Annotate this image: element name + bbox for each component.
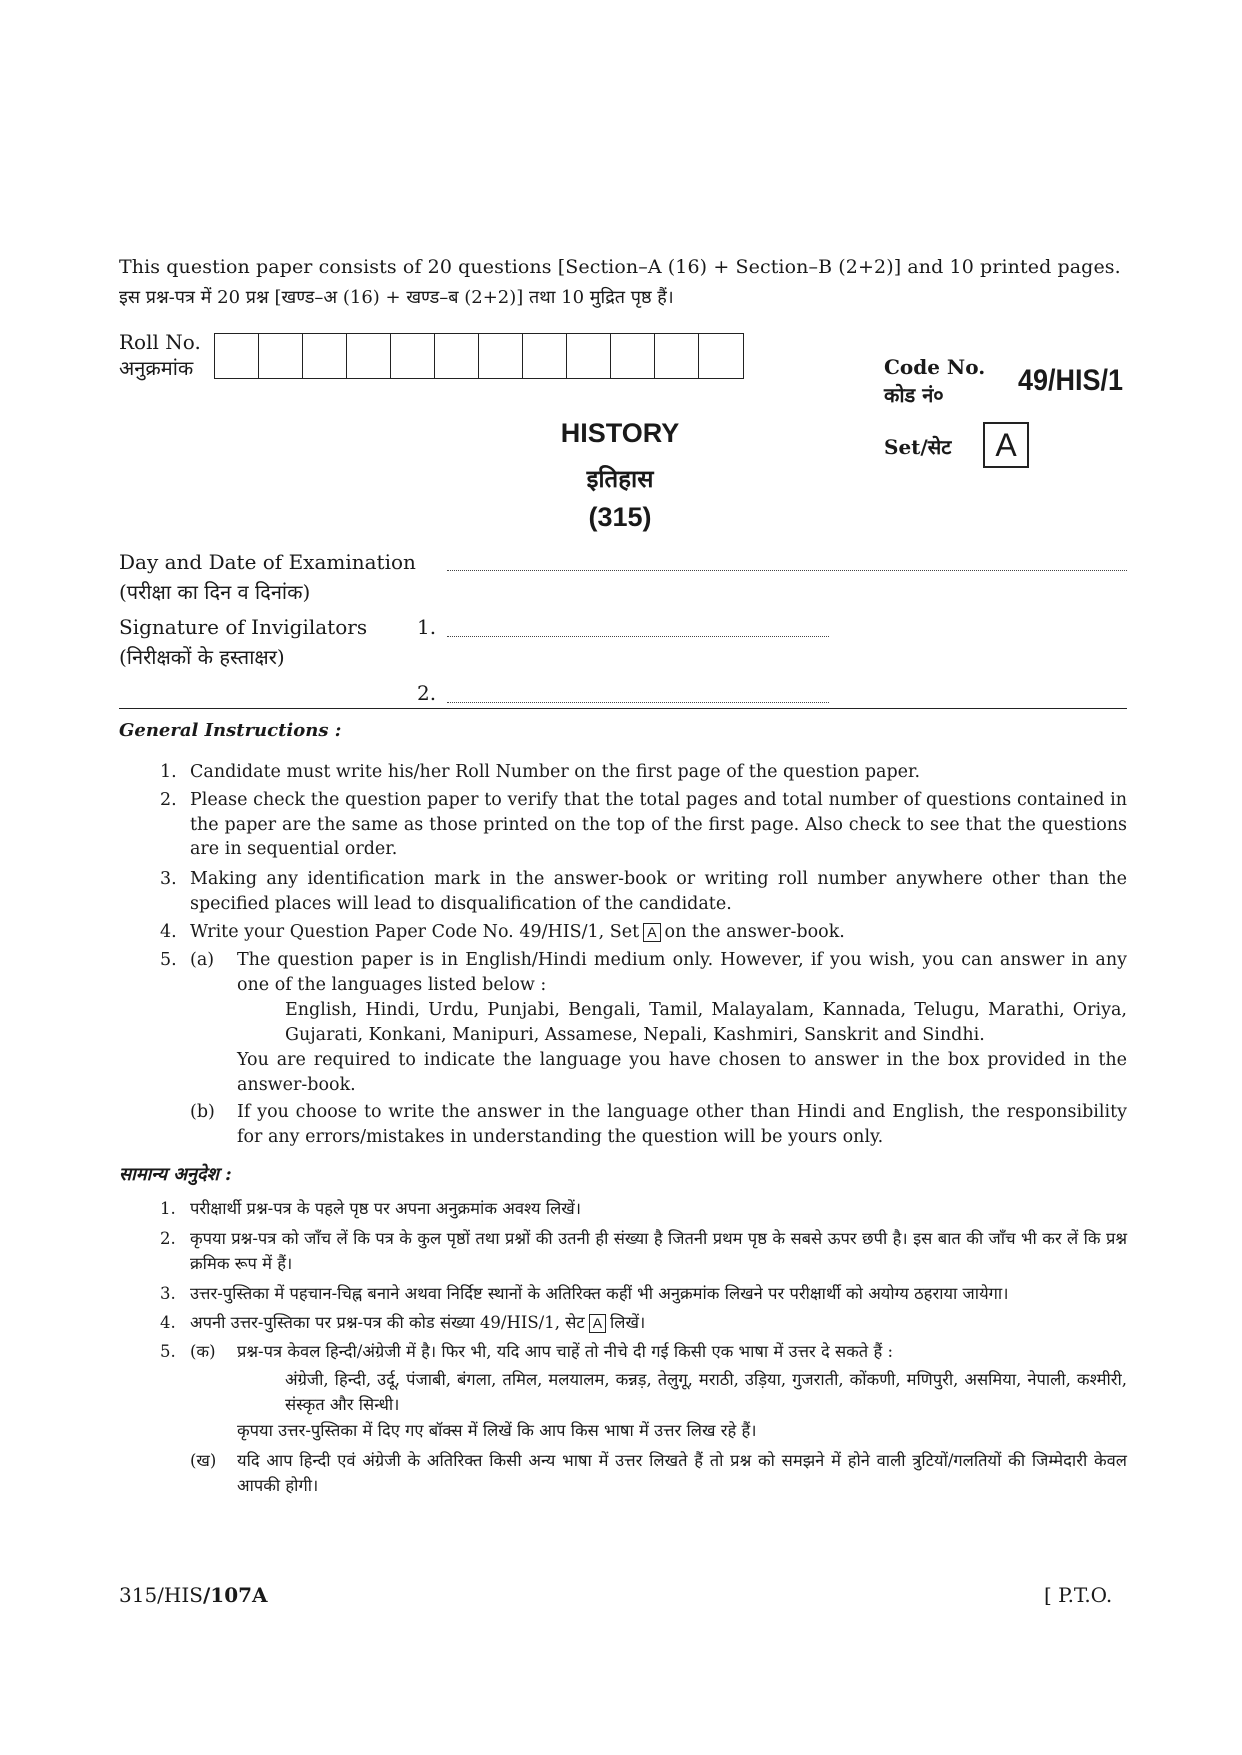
hi-item-5b-label: (ख): [190, 1451, 217, 1470]
footer-paper-id-prefix: 315/HIS: [119, 1583, 203, 1607]
paper-summary-en: This question paper consists of 20 questions [Section–A (16) + Section–B (2+2)] and 10 printed pages.: [119, 256, 1121, 278]
gi-item-5a-indicate: You are required to indicate the language you have chosen to answer in the box provided in the answer-book.: [237, 1050, 1127, 1095]
gi-item-4-number: 4.: [160, 922, 177, 942]
roll-label: [119, 329, 201, 381]
exam-date-label-en: Day and Date of Examination: [119, 550, 416, 574]
hi-item-4-text: [190, 1310, 1127, 1335]
gi-item-1-number: 1.: [160, 762, 177, 782]
code-label-en: Code No.: [884, 355, 986, 379]
gi-item-5-number: 5.: [160, 950, 177, 970]
roll-number-cell[interactable]: [699, 334, 743, 378]
roll-label-hi: अनुक्रमांक: [119, 356, 194, 380]
header-divider: [119, 708, 1127, 709]
roll-number-cell[interactable]: [567, 334, 611, 378]
paper-code: 49/HIS/1: [1018, 364, 1124, 397]
signature-2-line[interactable]: [447, 702, 829, 703]
subject-title-hi: इतिहास: [586, 466, 654, 493]
exam-date-label: [119, 547, 416, 607]
hi-item-5a-languages: अंग्रेजी, हिन्दी, उर्दू, पंजाबी, बंगला, तमिल, मलयालम, कन्नड़, तेलुगू, मराठी, उड़िया, गुजराती, कोंकणी, मणिपुरी, असमिया, नेपाली, कश्मीरी, संस्कृत और सिन्धी।: [285, 1370, 1127, 1414]
set-box-inline-hi: A: [589, 1314, 606, 1333]
gi-item-5a-languages: English, Hindi, Urdu, Punjabi, Bengali, Tamil, Malayalam, Kannada, Telugu, Marathi, Oriya, Gujarati, Konkani, Manipuri, Assamese, Nepali, Kashmiri, Sanskrit and Sindhi.: [285, 1000, 1127, 1045]
hi-item-5a-label: (क): [190, 1342, 216, 1361]
gi-item-1-text: Candidate must write his/her Roll Number on the first page of the question paper.: [190, 762, 921, 782]
hi-item-3-number: 3.: [160, 1284, 176, 1303]
gi-item-4-text: [190, 920, 1127, 945]
roll-number-cell[interactable]: [215, 334, 259, 378]
set-box-inline: A: [643, 923, 660, 942]
gi-item-3-number: 3.: [160, 869, 177, 889]
paper-summary-hi: इस प्रश्न-पत्र में 20 प्रश्न [खण्ड–अ (16) + खण्ड–ब (2+2)] तथा 10 मुद्रित पृष्ठ हैं।: [119, 287, 674, 308]
hi-item-5a-text: प्रश्न-पत्र केवल हिन्दी/अंग्रेजी में है। फिर भी, यदि आप चाहें तो नीचे दी गई किसी एक भाषा में उत्तर दे सकते हैं :: [237, 1342, 894, 1361]
hi-item-1-number: 1.: [160, 1199, 176, 1218]
invigilator-signature-label-hi: (निरीक्षकों के हस्ताक्षर): [119, 645, 285, 669]
roll-number-cell[interactable]: [523, 334, 567, 378]
exam-date-label-hi: (परीक्षा का दिन व दिनांक): [119, 580, 311, 604]
invigilator-signature-label: [119, 612, 367, 672]
roll-number-cell[interactable]: [347, 334, 391, 378]
footer-paper-id: [119, 1583, 268, 1607]
roll-number-cell[interactable]: [259, 334, 303, 378]
gi-item-3-text: Making any identification mark in the answer-book or writing roll number anywhere other than the specified places will lead to disqualification of the candidate.: [190, 869, 1127, 914]
code-label: [884, 353, 985, 409]
roll-number-cell[interactable]: [611, 334, 655, 378]
set-box: A: [983, 422, 1029, 468]
roll-label-en: Roll No.: [119, 330, 201, 354]
hi-item-4-text-after: लिखें।: [610, 1313, 646, 1332]
signature-2-number: 2.: [417, 681, 437, 705]
gi-item-5b-text: If you choose to write the answer in the language other than Hindi and English, the responsibility for any errors/mistakes in understanding the question will be yours only.: [237, 1102, 1127, 1147]
invigilator-signature-label-en: Signature of Invigilators: [119, 615, 368, 639]
gi-item-4-text-before: Write your Question Paper Code No. 49/HIS/1, Set: [190, 922, 640, 942]
gi-item-5a-label: (a): [190, 950, 215, 970]
gi-item-5b-label: (b): [190, 1102, 215, 1122]
hi-item-2-number: 2.: [160, 1229, 176, 1248]
roll-number-cell[interactable]: [391, 334, 435, 378]
signature-1-number: 1.: [417, 615, 437, 639]
roll-number-boxes[interactable]: [214, 333, 744, 379]
subject-title-en: HISTORY: [560, 418, 680, 448]
hi-item-5b-text: यदि आप हिन्दी एवं अंग्रेजी के अतिरिक्त किसी अन्य भाषा में उत्तर लिखते हैं तो प्रश्न को समझने में होने वाली त्रुटियों/गलतियों की जिम्मेदारी केवल आपकी होगी।: [237, 1451, 1127, 1495]
gi-item-2-text: Please check the question paper to verify that the total pages and total number of questions contained in the paper are the same as those printed on the top of the first page. Also check to see that the questions are in sequential order.: [190, 790, 1127, 859]
hindi-instructions-title: सामान्य अनुदेश :: [119, 1164, 232, 1185]
footer-pto: [ P.T.O.: [1044, 1583, 1113, 1607]
roll-number-cell[interactable]: [655, 334, 699, 378]
subject-code: (315): [588, 502, 652, 532]
roll-number-cell[interactable]: [435, 334, 479, 378]
gi-item-2-number: 2.: [160, 790, 177, 810]
exam-date-line[interactable]: [447, 570, 1127, 571]
signature-1-line[interactable]: [447, 636, 829, 637]
roll-number-cell[interactable]: [479, 334, 523, 378]
hi-item-4-number: 4.: [160, 1313, 176, 1332]
hi-item-4-text-before: अपनी उत्तर-पुस्तिका पर प्रश्न-पत्र की कोड संख्या 49/HIS/1, सेट: [190, 1313, 585, 1332]
hi-item-5a-indicate: कृपया उत्तर-पुस्तिका में दिए गए बॉक्स में लिखें कि आप किस भाषा में उत्तर लिख रहे हैं।: [237, 1421, 757, 1440]
footer-paper-id-bold: /107A: [202, 1583, 268, 1607]
hi-item-1-text: परीक्षार्थी प्रश्न-पत्र के पहले पृष्ठ पर अपना अनुक्रमांक अवश्य लिखें।: [190, 1199, 582, 1218]
set-label: Set/सेट: [884, 435, 952, 459]
code-label-hi: कोड नं०: [884, 383, 944, 407]
roll-number-cell[interactable]: [303, 334, 347, 378]
hi-item-2-text: कृपया प्रश्न-पत्र को जाँच लें कि पत्र के कुल पृष्ठों तथा प्रश्नों की उतनी ही संख्या है जितनी प्रथम पृष्ठ के सबसे ऊपर छपी है। इस बात की जाँच भी कर लें कि प्रश्न क्रमिक रूप में हैं।: [190, 1229, 1127, 1273]
gi-item-4-text-after: on the answer-book.: [664, 922, 845, 942]
hi-item-5-number: 5.: [160, 1342, 176, 1361]
general-instructions-title: General Instructions :: [119, 720, 342, 741]
gi-item-5a-text: The question paper is in English/Hindi medium only. However, if you wish, you can answer in any one of the languages listed below :: [237, 950, 1127, 995]
hi-item-3-text: उत्तर-पुस्तिका में पहचान-चिह्न बनाने अथवा निर्दिष्ट स्थानों के अतिरिक्त कहीं भी अनुक्रमांक लिखने पर परीक्षार्थी को अयोग्य ठहराया जायेगा।: [190, 1284, 1009, 1303]
